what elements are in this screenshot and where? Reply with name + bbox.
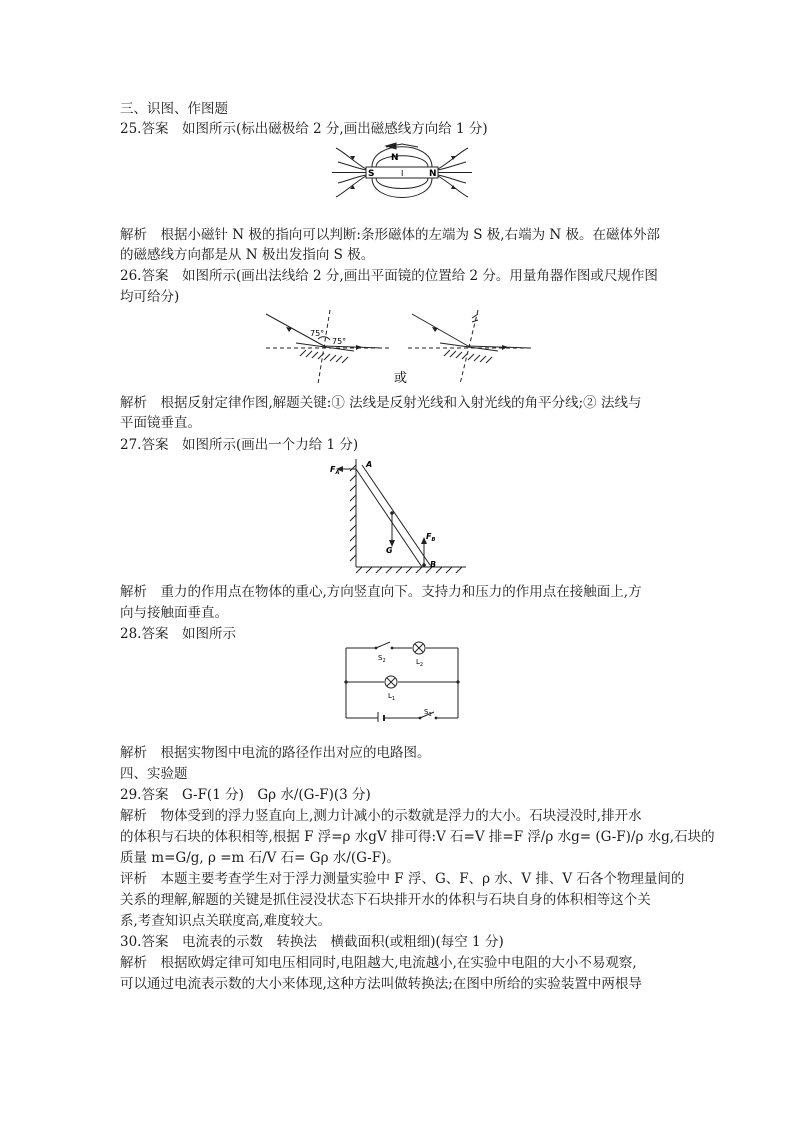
q28-s1-label: $S_1$ xyxy=(424,708,432,718)
q25-center-label: I xyxy=(401,169,404,178)
q26-angle-label-1: 75° xyxy=(310,329,325,338)
q26-answer-line-1: 26.答案 如图所示(画出法线给 2 分,画出平面镜的位置给 2 分。用量角器作图或尺规作图 xyxy=(120,268,658,284)
q28-analysis: 解析 根据实物图中电流的路径作出对应的电路图。 xyxy=(120,745,431,761)
q27-g-label: G xyxy=(386,546,393,555)
q30-answer: 30.答案 电流表的示数 转换法 横截面积(或粗细)(每空 1 分) xyxy=(120,934,504,950)
q27-b-label: B xyxy=(430,560,437,569)
q28-circuit-figure xyxy=(340,636,464,722)
q27-fa-label: $F_A$ xyxy=(330,465,340,476)
q25-n-pole-label: N xyxy=(429,169,437,179)
q25-needle-n-label: N xyxy=(391,153,399,163)
q27-analysis-line-1: 解析 重力的作用点在物体的重心,方向竖直向下。支持力和压力的作用点在接触面上,方 xyxy=(120,584,642,600)
q25-magnet-figure xyxy=(328,140,476,204)
q30-analysis-line-2: 可以通过电流表示数的大小来体现,这种方法叫做转换法;在图中所给的实验装置中两根导 xyxy=(120,976,642,992)
q26-reflection-figure xyxy=(262,308,538,388)
q29-analysis-line-3: 质量 m=G/g, ρ =m 石/V 石= Gρ 水/(G-F)。 xyxy=(120,850,400,866)
q26-analysis-line-2: 平面镜垂直。 xyxy=(120,415,201,431)
q26-angle-label-2: 75° xyxy=(332,337,347,346)
q29-answer: 29.答案 G-F(1 分) Gρ 水/(G-F)(3 分) xyxy=(120,787,371,803)
q27-a-label: A xyxy=(366,460,373,469)
q29-analysis-line-2: 的体积与石块的体积相等,根据 F 浮=ρ 水gV 排可得:V 石=V 排=F 浮/ρ 水g= (G-F)/ρ 水g,石块的 xyxy=(120,829,715,845)
q29-comment-line-3: 系,考查知识点关联度高,难度较大。 xyxy=(120,913,332,929)
q27-analysis-line-2: 向与接触面垂直。 xyxy=(120,605,228,621)
q29-comment-line-2: 关系的理解,解题的关键是抓住浸没状态下石块排开水的体积与石块自身的体积相等这个关 xyxy=(120,892,651,908)
q26-analysis-line-1: 解析 根据反射定律作图,解题关键:① 法线是反射光线和入射光线的角平分线;② 法线与 xyxy=(120,395,642,411)
q30-analysis-line-1: 解析 根据欧姆定律可知电压相同时,电阻越大,电流越小,在实验中电阻的大小不易观察, xyxy=(120,955,637,971)
q26-or-label: 或 xyxy=(394,371,408,386)
section-title-4: 四、实验题 xyxy=(120,766,188,782)
q28-s2-label: $S_2$ xyxy=(378,654,386,664)
q26-answer-line-2: 均可给分) xyxy=(120,289,180,305)
q29-comment-line-1: 评析 本题主要考查学生对于浮力测量实验中 F 浮、G、F、ρ 水、V 排、V 石各个物理量间的 xyxy=(120,871,685,887)
q27-force-figure xyxy=(326,455,470,577)
q29-analysis-line-1: 解析 物体受到的浮力竖直向上,测力计减小的示数就是浮力的大小。石块浸没时,排开水 xyxy=(120,808,642,824)
q25-answer: 25.答案 如图所示(标出磁极给 2 分,画出磁感线方向给 1 分) xyxy=(120,121,488,137)
q25-analysis-line-1: 解析 根据小磁针 N 极的指向可以判断:条形磁体的左端为 S 极,右端为 N 极。在磁体外部 xyxy=(120,227,660,243)
q28-l1-label: $L_1$ xyxy=(388,692,396,702)
q28-l2-label: $L_2$ xyxy=(416,658,424,668)
q25-s-pole-label: S xyxy=(368,169,375,179)
q27-fb-label: $F_B$ xyxy=(426,532,436,543)
q27-answer: 27.答案 如图所示(画出一个力给 1 分) xyxy=(120,437,359,453)
section-title-3: 三、识图、作图题 xyxy=(120,101,228,117)
q28-answer: 28.答案 如图所示 xyxy=(120,626,236,642)
q25-analysis-line-2: 的磁感线方向都是从 N 极出发指向 S 极。 xyxy=(120,247,375,263)
